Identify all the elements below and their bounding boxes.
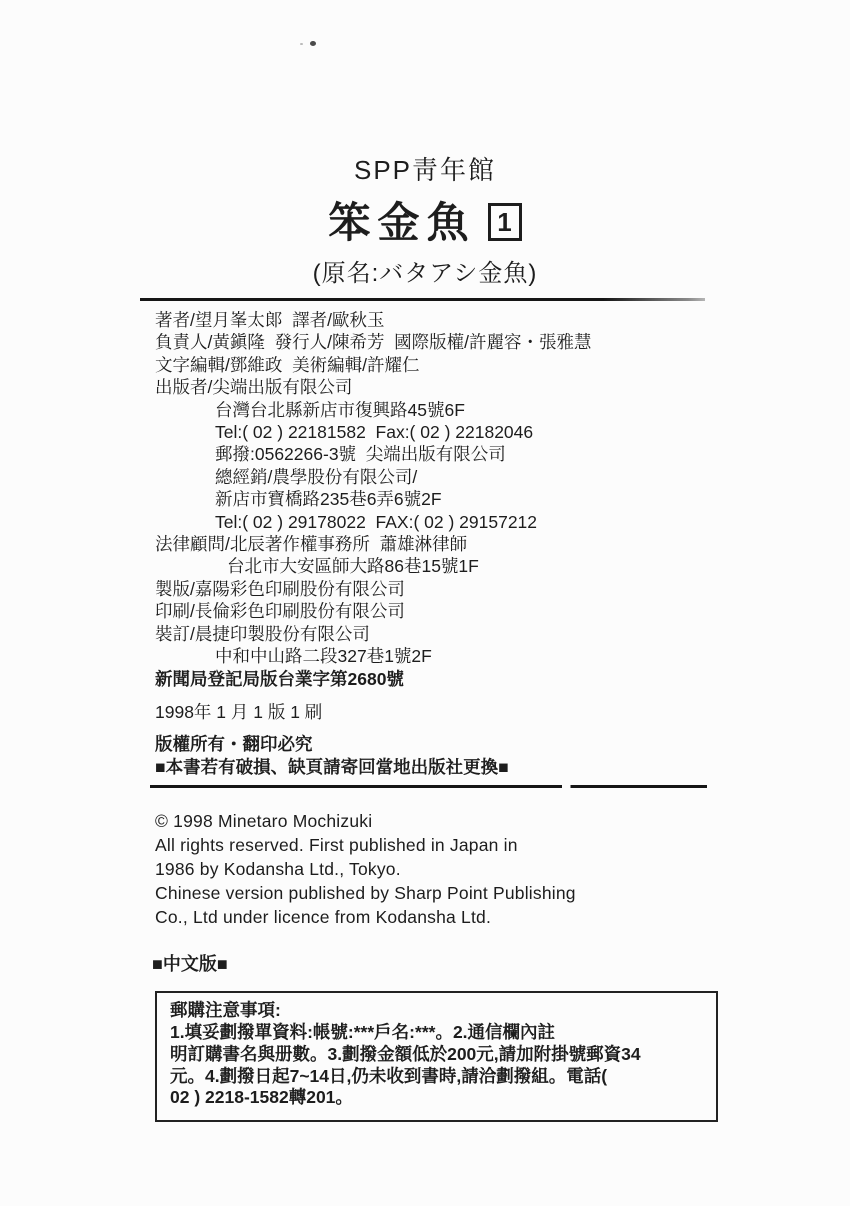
section-divider-rule xyxy=(150,785,707,788)
legal-advisor-line: 法律顧問/北辰著作權事務所 蕭雄淋律師 xyxy=(155,534,468,555)
license-chinese-version-line: Chinese version published by Sharp Point Publishing xyxy=(155,883,576,904)
plate-making-line: 製版/嘉陽彩色印刷股份有限公司 xyxy=(155,578,405,599)
license-first-published-line: 1986 by Kodansha Ltd., Tokyo. xyxy=(155,859,401,880)
postal-account-line: 郵撥:0562266-3號 尖端出版有限公司 xyxy=(215,444,506,465)
distributor-tel-fax-line: Tel:( 02 ) 29178022 FAX:( 02 ) 29157212 xyxy=(215,511,538,532)
distributor-line: 總經銷/農學股份有限公司/ xyxy=(215,466,418,487)
binding-company-line: 裝訂/晨捷印製股份有限公司 xyxy=(155,623,370,644)
scan-speck xyxy=(310,41,316,46)
mail-order-line-1: 1.填妥劃撥單資料:帳號:***戶名:***。2.通信欄內註 xyxy=(170,1021,556,1042)
chinese-edition-label: ■中文版■ xyxy=(152,954,228,975)
gio-registration-line: 新聞局登記局版台業字第2680號 xyxy=(155,668,404,689)
book-title: 笨金魚 xyxy=(328,199,476,246)
colophon-author-line: 著者/望月峯太郞 譯者/歐秋玉 xyxy=(155,310,385,330)
damage-replacement-line: ■本書若有破損、缺頁請寄回當地出版社更換■ xyxy=(155,756,509,777)
mail-order-line-2: 明訂購書名與册數。3.劃撥金額低於200元,請加附掛號郵資34 xyxy=(170,1043,641,1064)
binding-address-line: 中和中山路二段327巷1號2F xyxy=(215,646,432,667)
distributor-address-line: 新店市寶橋路235巷6弄6號2F xyxy=(215,489,442,510)
original-title: (原名:バタアシ金魚) xyxy=(312,260,538,287)
license-copyright-line: © 1998 Minetaro Mochizuki xyxy=(155,811,373,832)
colophon-publisher-line: 出版者/尖端出版有限公司 xyxy=(155,377,353,398)
license-rights-line: All rights reserved. First published in Japan in xyxy=(155,835,518,856)
title-divider-rule xyxy=(140,298,705,301)
english-license-block xyxy=(155,809,850,929)
mail-order-title: 郵購注意事項: xyxy=(170,1000,281,1021)
colophon-publisher-staff-line: 負責人/黃鎭隆 發行人/陳希芳 國際版權/許麗容・張雅慧 xyxy=(155,332,592,353)
scan-speck-small xyxy=(300,43,303,45)
volume-number-badge: 1 xyxy=(488,203,522,241)
title-block xyxy=(0,0,850,288)
print-edition-line: 1998年 1 月 1 版 1 刷 xyxy=(155,701,323,722)
copyright-notice-line: 版權所有・翻印必究 xyxy=(155,734,313,755)
license-under-licence-line: Co., Ltd under licence from Kodansha Ltd. xyxy=(155,907,492,928)
publisher-address-line: 台灣台北縣新店市復興路45號6F xyxy=(215,399,465,420)
imprint-label: SPP靑年館 xyxy=(353,155,497,185)
legal-advisor-address-line: 台北市大安區師大路86巷15號1F xyxy=(227,556,479,577)
mail-order-notice-box xyxy=(155,991,718,1122)
colophon-block xyxy=(155,309,850,778)
rights-block xyxy=(155,733,850,778)
mail-order-line-3: 元。4.劃撥日起7~14日,仍未收到書時,請洽劃撥組。電話( xyxy=(170,1065,608,1086)
book-title-row xyxy=(0,190,850,250)
mail-order-line-4: 02 ) 2218-1582轉201。 xyxy=(170,1087,353,1108)
printing-company-line: 印刷/長倫彩色印刷股份有限公司 xyxy=(155,601,405,622)
colophon-editors-line: 文字編輯/鄧維政 美術編輯/許耀仁 xyxy=(155,354,420,375)
publisher-tel-fax-line: Tel:( 02 ) 22181582 Fax:( 02 ) 22182046 xyxy=(215,422,534,443)
